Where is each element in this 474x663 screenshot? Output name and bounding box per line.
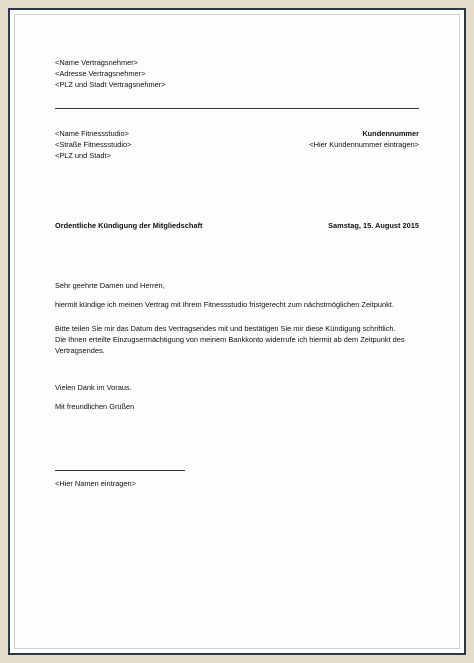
customer-number-value: <Hier Kundennummer eintragen> <box>309 140 419 149</box>
signature-line <box>55 470 185 471</box>
sender-address: <Adresse Vertragsnehmer> <box>55 69 146 78</box>
body-paragraph-2-line-1: Bitte teilen Sie mir das Datum des Vertragsendes mit und bestätigen Sie mir diese Kündigung schriftlich. <box>55 324 396 333</box>
letter-date: Samstag, 15. August 2015 <box>328 221 419 230</box>
header-divider <box>55 108 419 109</box>
recipient-name: <Name Fitnessstudio> <box>55 129 129 138</box>
body-paragraph-2-line-3: Vertragsendes. <box>55 346 105 355</box>
frame-border <box>8 8 466 655</box>
letter-page <box>14 14 460 649</box>
salutation: Sehr geehrte Damen und Herren, <box>55 281 165 290</box>
closing-line: Mit freundlichen Grüßen <box>55 402 135 411</box>
signature-name: <Hier Namen eintragen> <box>55 479 136 488</box>
recipient-city: <PLZ und Stadt> <box>55 151 111 160</box>
thanks-line: Vielen Dank im Voraus. <box>55 383 132 392</box>
body-paragraph-1: hiermit kündige ich meinen Vertrag mit Ihrem Fitnessstudio fristgerecht zum nächstmöglichen Zeitpunkt. <box>55 300 394 309</box>
sender-city: <PLZ und Stadt Vertragsnehmer> <box>55 80 166 89</box>
customer-number-label: Kundennummer <box>362 129 419 138</box>
subject-line: Ordentliche Kündigung der Mitgliedschaft <box>55 221 203 230</box>
recipient-street: <Straße Fitnessstudio> <box>55 140 132 149</box>
sender-name: <Name Vertragsnehmer> <box>55 58 138 67</box>
body-paragraph-2-line-2: Die Ihnen erteilte Einzugsermächtigung von meinem Bankkonto widerrufe ich hiermit ab dem Zeitpunkt des <box>55 335 405 344</box>
